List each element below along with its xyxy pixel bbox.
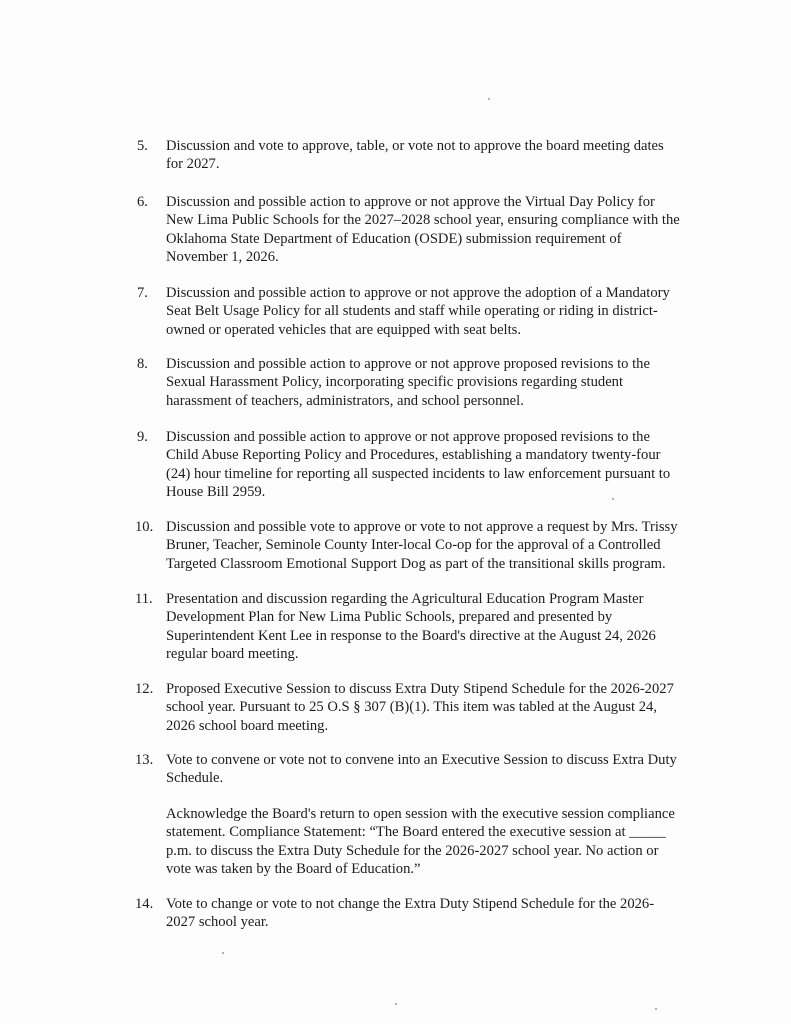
item-text: Discussion and possible vote to approve or vote to not approve a request by Mrs. Trissy Bruner, Teacher, Seminole County Inter-local Co-op for the approval of a Controlled Targeted Classroom Emotional Support Dog as part of the transitional skills program. bbox=[166, 519, 678, 572]
item-text: Presentation and discussion regarding the Agricultural Education Program Master Development Plan for New Lima Public Schools, prepared and presented by Superintendent Kent Lee in response to the Board's directive at the August 24, 2026 regular board meeting. bbox=[166, 591, 656, 663]
agenda-item-5 bbox=[137, 137, 727, 174]
item-number: 10. bbox=[135, 519, 154, 535]
scan-speck bbox=[655, 1008, 657, 1010]
agenda-item-10 bbox=[137, 518, 727, 573]
scan-speck bbox=[222, 952, 224, 954]
agenda-item-7 bbox=[137, 284, 727, 339]
item-text: Vote to change or vote to not change the Extra Duty Stipend Schedule for the 2026- 2027 school year. bbox=[166, 896, 655, 931]
item-number: 8. bbox=[137, 356, 148, 372]
item-number: 13. bbox=[135, 752, 154, 768]
agenda-item-9 bbox=[137, 428, 727, 502]
scan-speck bbox=[395, 1003, 397, 1005]
item-text: Vote to convene or vote not to convene into an Executive Session to discuss Extra Duty Schedule. bbox=[166, 752, 677, 787]
item-number: 12. bbox=[135, 681, 154, 697]
item-text: Discussion and possible action to approve or not approve proposed revisions to the Sexual Harassment Policy, incorporating specific provisions regarding student harassment of teachers, administrators, and school personnel. bbox=[166, 356, 650, 409]
item-text: Proposed Executive Session to discuss Extra Duty Stipend Schedule for the 2026-2027 school year. Pursuant to 25 O.S § 307 (B)(1). This item was tabled at the August 24, 2026 school board meeting. bbox=[166, 681, 674, 734]
item-text: Discussion and vote to approve, table, or vote not to approve the board meeting dates for 2027. bbox=[166, 138, 664, 173]
agenda-item-6 bbox=[137, 193, 727, 267]
compliance-statement: Acknowledge the Board's return to open session with the executive session compliance statement. Compliance Statement: “The Board entered the executive session at _____ p.m. to discuss the Extra Duty Schedule for the 2026-2027 school year. No action or vote was taken by the Board of Education.” bbox=[166, 806, 675, 878]
item-text: Discussion and possible action to approve or not approve the adoption of a Mandatory Seat Belt Usage Policy for all students and staff while operating or riding in district- owned or operated vehicles that are equipped with seat belts. bbox=[166, 285, 670, 338]
item-text: Discussion and possible action to approve or not approve proposed revisions to the Child Abuse Reporting Policy and Procedures, establishing a mandatory twenty-four (24) hour timeline for reporting all suspected incidents to law enforcement pursuant to House Bill 2959. bbox=[166, 429, 671, 501]
agenda-item-13 bbox=[137, 751, 727, 788]
agenda-item-14 bbox=[137, 895, 727, 932]
agenda-item-8 bbox=[137, 355, 727, 410]
item-number: 5. bbox=[137, 138, 148, 154]
item-number: 6. bbox=[137, 194, 148, 210]
agenda-item-11 bbox=[137, 590, 727, 664]
item-number: 7. bbox=[137, 285, 148, 301]
scan-speck bbox=[612, 498, 614, 500]
scan-speck bbox=[488, 98, 490, 100]
item-number: 11. bbox=[135, 591, 153, 607]
item-text: Discussion and possible action to approve or not approve the Virtual Day Policy for New Lima Public Schools for the 2027–2028 school year, ensuring compliance with the Oklahoma State Department of Education (OSDE) submission requirement of November 1, 2026. bbox=[166, 194, 680, 266]
agenda-item-12 bbox=[137, 680, 727, 735]
item-number: 14. bbox=[135, 896, 154, 912]
item-number: 9. bbox=[137, 429, 148, 445]
